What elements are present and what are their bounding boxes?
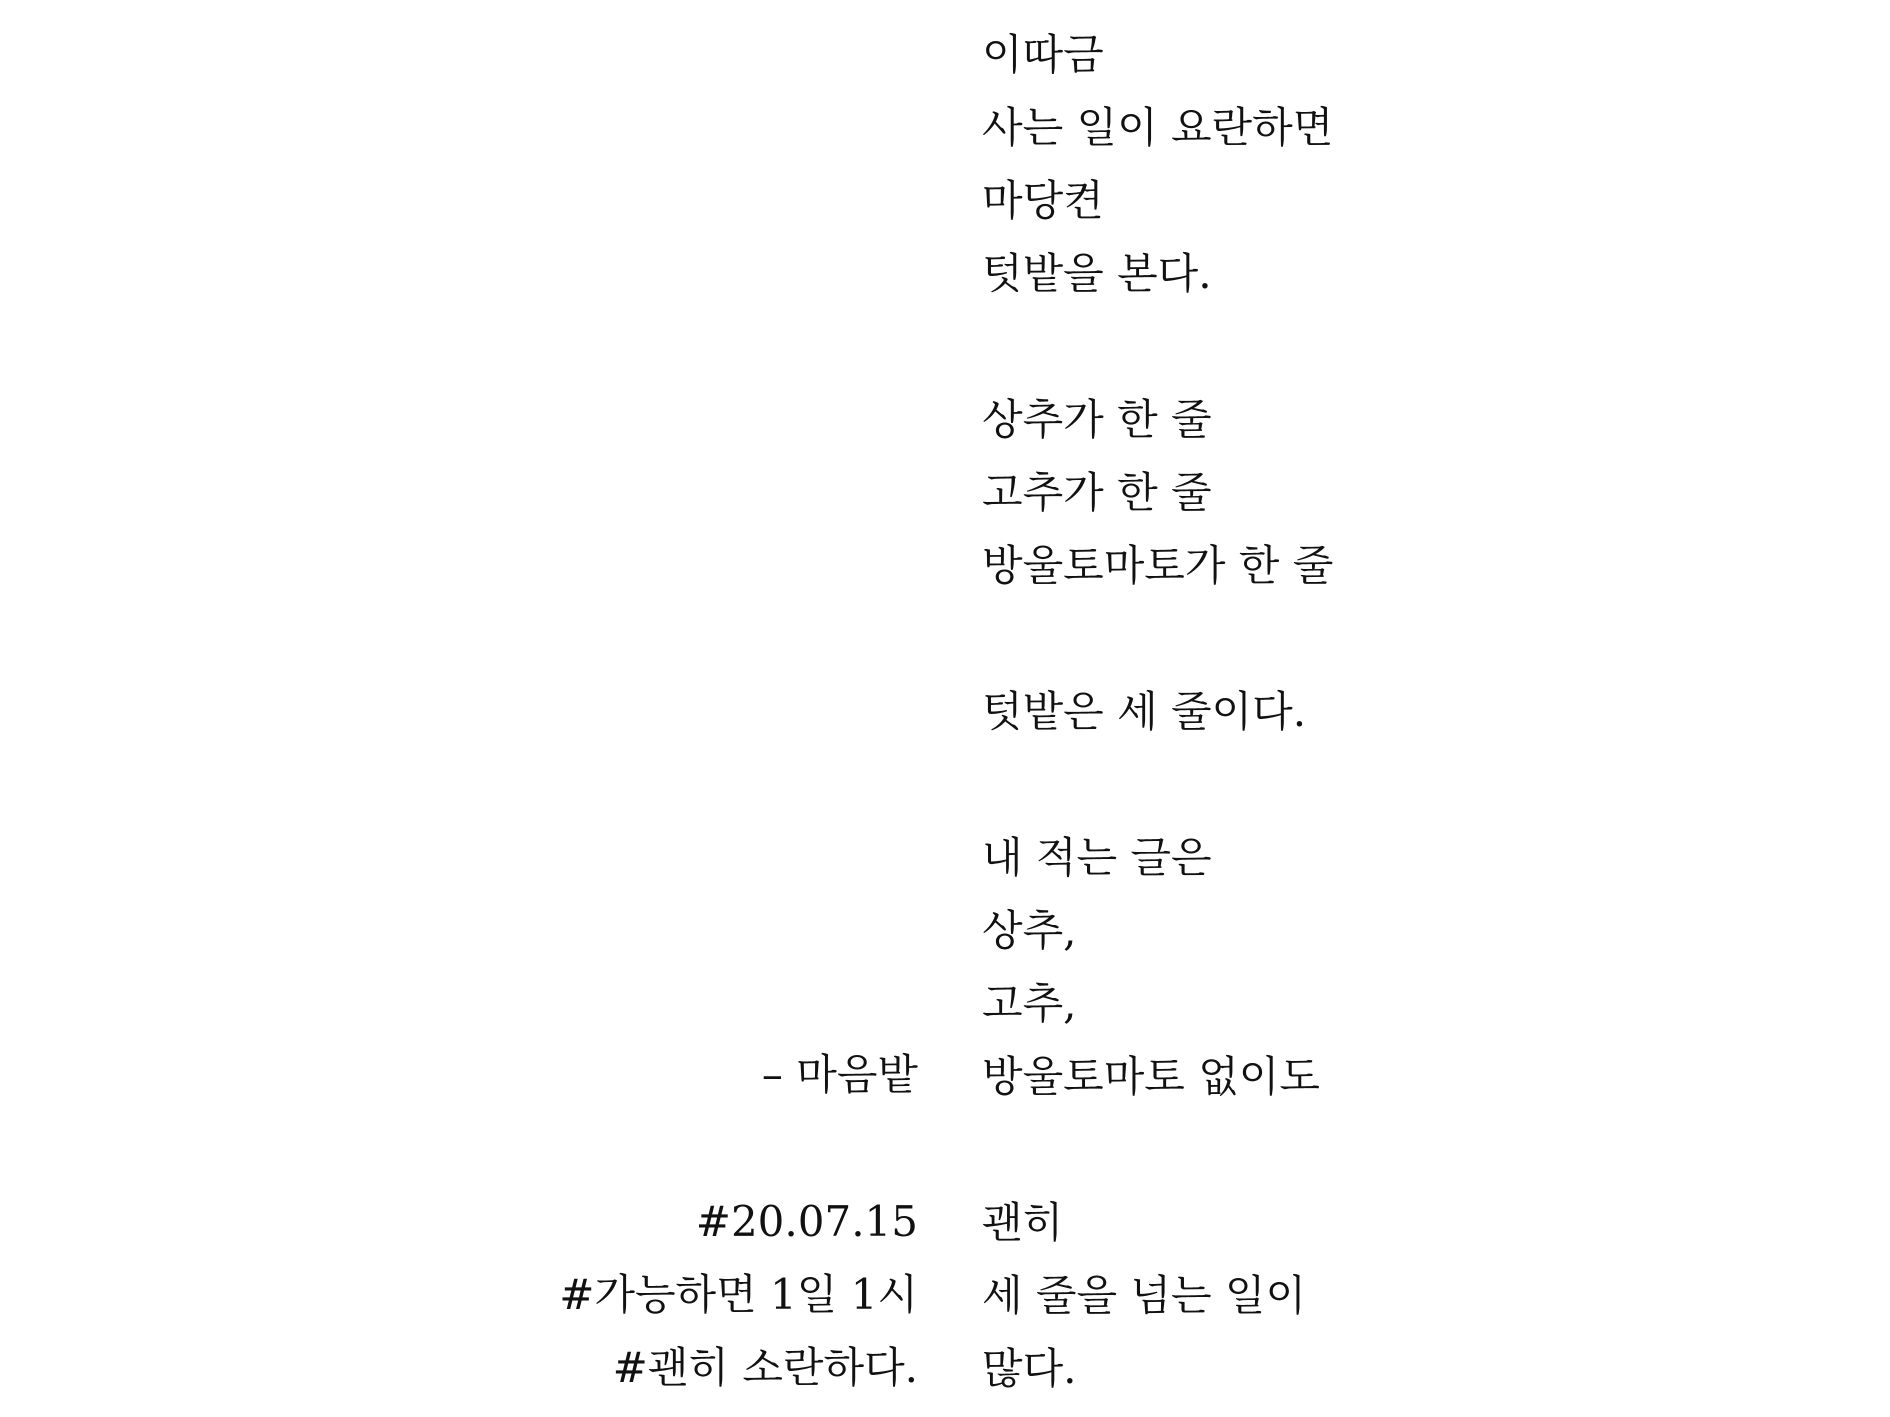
- poem-line: 텃밭은 세 줄이다.: [982, 687, 1307, 736]
- poem-line: 많다.: [982, 1344, 1077, 1393]
- poem-line: 고추가 한 줄: [982, 468, 1212, 517]
- poem-line: 고추,: [982, 979, 1077, 1028]
- stanza-break: [982, 1113, 1682, 1186]
- poem-body: [982, 18, 1682, 1405]
- poem-signature: – 마음밭: [761, 1050, 918, 1099]
- hashtag-list: [218, 1185, 918, 1404]
- hashtag: #괜히 소란하다.: [612, 1343, 918, 1392]
- poem-line: 사는 일이 요란하면: [982, 103, 1334, 152]
- stanza-break: [982, 748, 1682, 821]
- poem-line: 텃밭을 본다.: [982, 249, 1212, 298]
- hashtag: #20.07.15: [695, 1197, 918, 1246]
- poem-line: 내 적는 글은: [982, 833, 1212, 882]
- stanza-break: [982, 310, 1682, 383]
- signature-block: [218, 1038, 918, 1111]
- poem-line: 방울토마토가 한 줄: [982, 541, 1334, 590]
- poem-line: 상추,: [982, 906, 1077, 955]
- poem-line: 방울토마토 없이도: [982, 1052, 1320, 1101]
- poem-line: 상추가 한 줄: [982, 395, 1212, 444]
- poem-line: 이따금: [982, 30, 1104, 79]
- poem-line: 괜히: [982, 1198, 1064, 1247]
- hashtag: #가능하면 1일 1시: [559, 1270, 918, 1319]
- poem-line: 마당켠: [982, 176, 1104, 225]
- poem-line: 세 줄을 넘는 일이: [982, 1271, 1307, 1320]
- stanza-break: [982, 602, 1682, 675]
